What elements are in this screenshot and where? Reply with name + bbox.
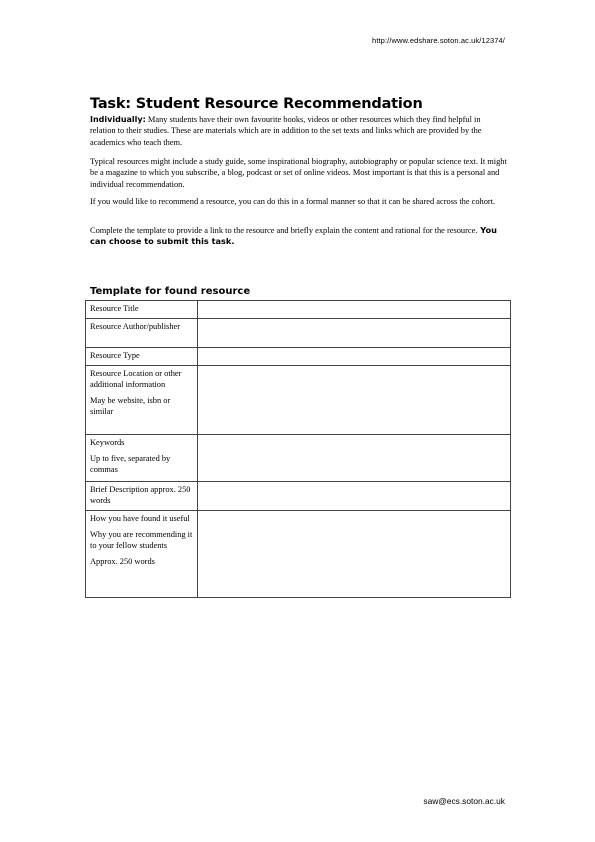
table-row: [86, 366, 511, 435]
label-line: Keywords: [90, 438, 125, 447]
resource-title-field[interactable]: [198, 301, 511, 319]
label-line: Resource Type: [90, 351, 140, 360]
intro-paragraph-4: [90, 225, 508, 248]
page-title: Task: Student Resource Recommendation: [90, 96, 423, 112]
label-hint: May be website, isbn or similar: [90, 396, 171, 416]
usefulness-field[interactable]: [198, 511, 511, 598]
intro-paragraph-3: If you would like to recommend a resource, you can do this in a formal manner so that it can be shared across the cohort.: [90, 197, 496, 206]
label-hint: Approx. 250 words: [90, 557, 155, 566]
row-label-usefulness: [86, 511, 198, 598]
row-label-resource-type: [86, 348, 198, 366]
table-row: [86, 348, 511, 366]
label-line: Resource Title: [90, 304, 139, 313]
template-heading: Template for found resource: [90, 286, 251, 297]
label-line: Resource Location or other additional information: [90, 369, 182, 389]
header-url: http://www.edshare.soton.ac.uk/12374/: [372, 36, 505, 45]
label-hint: Up to five, separated by commas: [90, 454, 171, 474]
row-label-description: [86, 482, 198, 511]
intro-p4-text: Complete the template to provide a link to the resource and briefly explain the content and rational for the resource.: [90, 226, 478, 235]
row-label-author: [86, 319, 198, 348]
author-field[interactable]: [198, 319, 511, 348]
label-line: Brief Description approx. 250 words: [90, 485, 191, 505]
row-label-keywords: [86, 435, 198, 482]
table-row: [86, 511, 511, 598]
table-row: [86, 435, 511, 482]
intro-paragraph-2: Typical resources might include a study guide, some inspirational biography, autobiography or popular science text. It might be a magazine to which you subscribe, a blog, podcast or set of online videos. Most important is that this is a personal and individual recommendation.: [90, 157, 507, 189]
table-row: [86, 301, 511, 319]
row-label-resource-title: [86, 301, 198, 319]
label-line: Resource Author/publisher: [90, 322, 181, 331]
description-field[interactable]: [198, 482, 511, 511]
table-row: [86, 319, 511, 348]
label-line: How you have found it useful: [90, 514, 190, 523]
location-field[interactable]: [198, 366, 511, 435]
table-row: [86, 482, 511, 511]
footer-email: saw@ecs.soton.ac.uk: [423, 796, 505, 806]
intro-lead: Individually:: [90, 115, 146, 124]
resource-template-table: [85, 300, 511, 598]
submit-note: You can choose to submit this task.: [90, 225, 497, 247]
label-line: Why you are recommending it to your fellow students: [90, 530, 193, 550]
intro-p1-text: Many students have their own favourite books, videos or other resources which they find helpful in relation to their studies. These are materials which are in addition to the set texts and links which are provided by the academics who teach them.: [90, 115, 482, 147]
row-label-location: [86, 366, 198, 435]
keywords-field[interactable]: [198, 435, 511, 482]
intro-paragraph-1: [90, 114, 508, 148]
resource-type-field[interactable]: [198, 348, 511, 366]
